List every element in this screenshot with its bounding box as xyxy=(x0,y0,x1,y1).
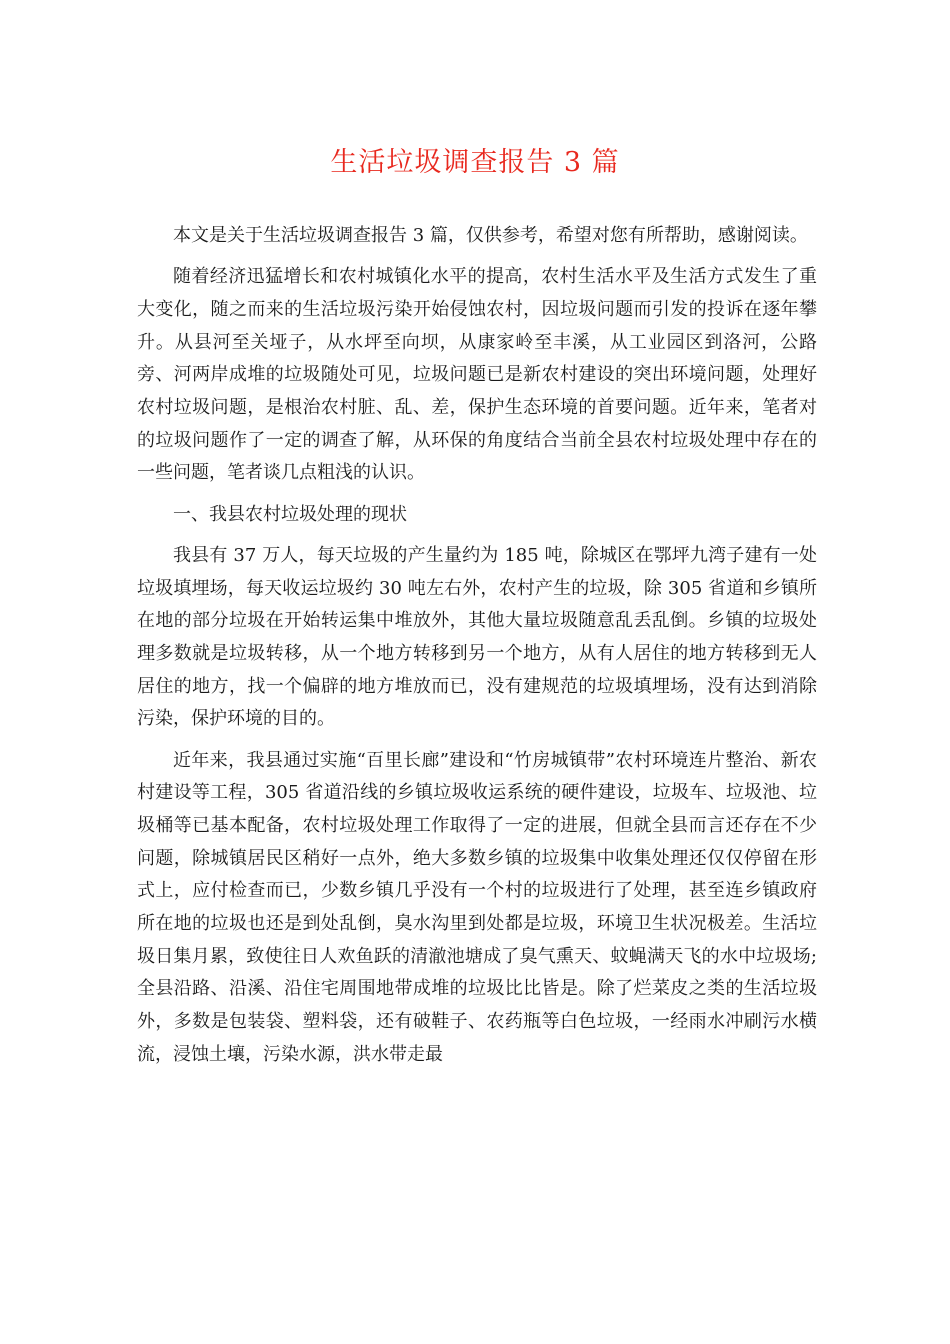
paragraph-background: 随着经济迅猛增长和农村城镇化水平的提高，农村生活水平及生活方式发生了重大变化，随之而来的生活垃圾污染开始侵蚀农村，因垃圾问题而引发的投诉在逐年攀升。从县河至关垭子，从水坪至向坝，从康家岭至丰溪，从工业园区到洛河，公路旁、河两岸成堆的垃圾随处可见，垃圾问题已是新农村建设的突出环境问题，处理好农村垃圾问题，是根治农村脏、乱、差，保护生态环境的首要问题。近年来，笔者对的垃圾问题作了一定的调查了解，从环保的角度结合当前全县农村垃圾处理中存在的一些问题，笔者谈几点粗浅的认识。 xyxy=(137,266,817,484)
paragraph-intro: 本文是关于生活垃圾调查报告 3 篇，仅供参考，希望对您有所帮助，感谢阅读。 xyxy=(173,225,808,246)
document-title: 生活垃圾调查报告 3 篇 xyxy=(330,147,620,178)
document-body xyxy=(137,220,817,1080)
section-heading: 一、我县农村垃圾处理的现状 xyxy=(173,503,407,525)
paragraph-problems: 近年来，我县通过实施“百里长廊”建设和“竹房城镇带”农村环境连片整治、新农村建设等工程，305 省道沿线的乡镇垃圾收运系统的硬件建设，垃圾车、垃圾池、垃圾桶等已基本配备，农村垃圾处理工作取得了一定的进展，但就全县而言还存在不少问题，除城镇居民区稍好一点外，绝大多数乡镇的垃圾集中收集处理还仅仅停留在形式上，应付检查而已，少数乡镇几乎没有一个村的垃圾进行了处理，甚至连乡镇政府所在地的垃圾也还是到处乱倒，臭水沟里到处都是垃圾，环境卫生状况极差。生活垃圾日集月累，致使往日人欢鱼跃的清澈池塘成了臭气熏天、蚊蝇满天飞的水中垃圾场;全县沿路、沿溪、沿住宅周围地带成堆的垃圾比比皆是。除了烂菜皮之类的生活垃圾外，多数是包装袋、塑料袋，还有破鞋子、农药瓶等白色垃圾，一经雨水冲刷污水横流，浸蚀土壤，污染水源，洪水带走最 xyxy=(137,749,817,1065)
paragraph-status: 我县有 37 万人，每天垃圾的产生量约为 185 吨，除城区在鄂坪九湾子建有一处垃圾填埋场，每天收运垃圾约 30 吨左右外，农村产生的垃圾，除 305 省道和乡镇所在地的部分垃圾在开始转运集中堆放外，其他大量垃圾随意乱丢乱倒。乡镇的垃圾处理多数就是垃圾转移，从一个地方转移到另一个地方，从有人居住的地方转移到无人居住的地方，找一个偏辟的地方堆放而已，没有建规范的垃圾填埋场，没有达到消除污染，保护环境的目的。 xyxy=(137,544,817,730)
